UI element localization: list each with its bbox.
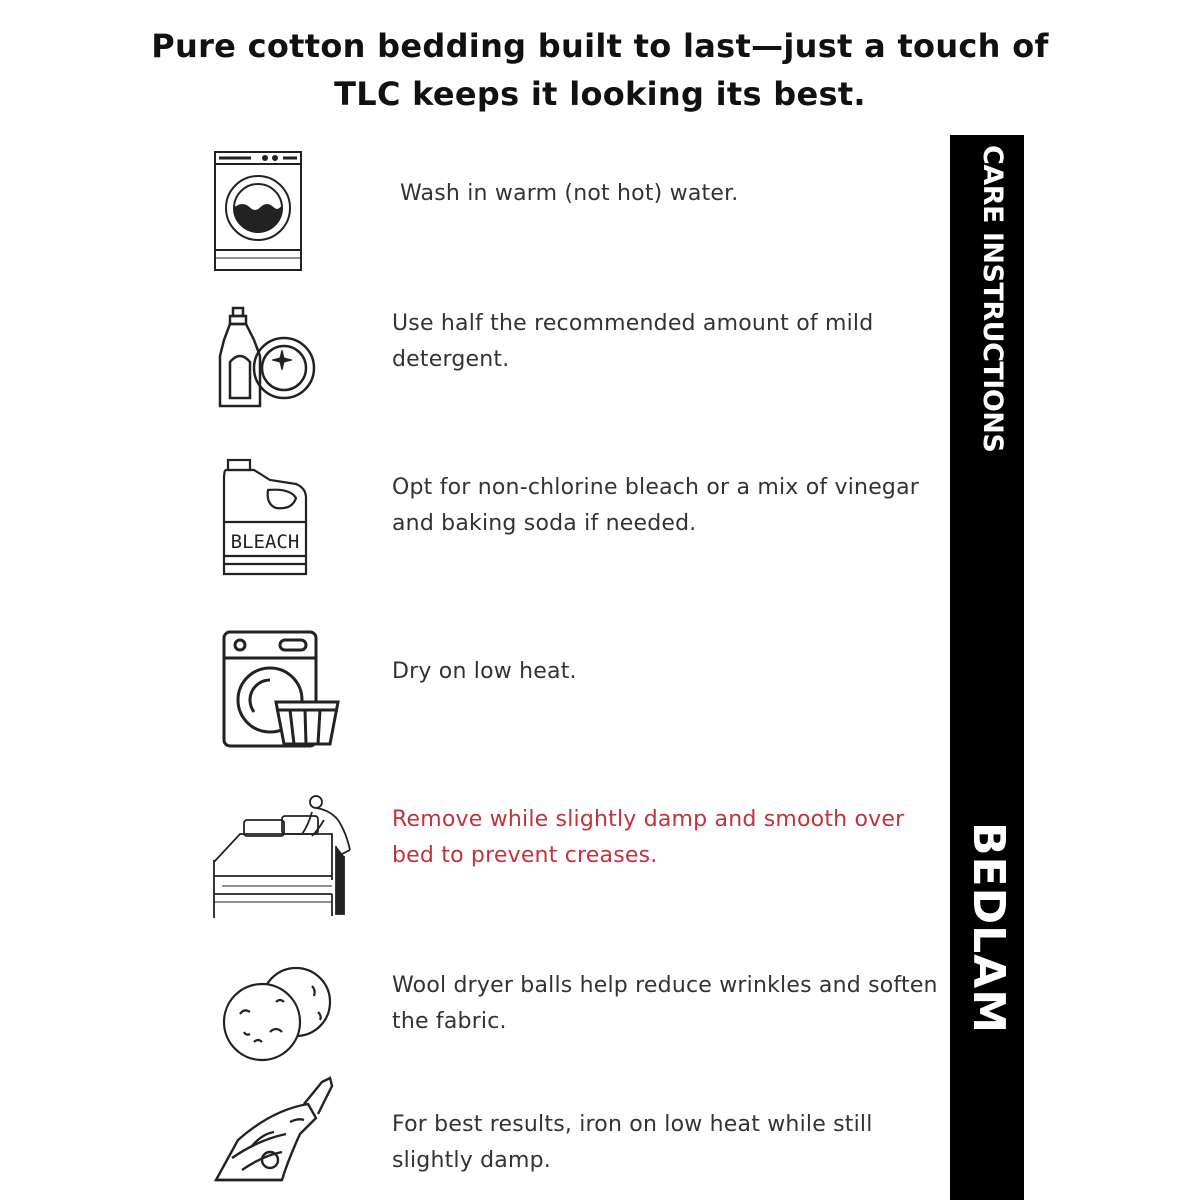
step-text: Dry on low heat. bbox=[392, 659, 577, 684]
detergent-dish-icon bbox=[218, 306, 318, 410]
step-text: Wool dryer balls help reduce wrinkles and soften the fabric. bbox=[392, 973, 938, 1034]
dryer-basket-icon bbox=[220, 628, 344, 750]
washing-machine-icon bbox=[213, 150, 305, 274]
bleach-jug-icon bbox=[220, 458, 312, 578]
headline-line-2: TLC keeps it looking its best. bbox=[334, 75, 866, 113]
step-text: Wash in warm (not hot) water. bbox=[400, 181, 739, 206]
brand-label: BEDLAM bbox=[963, 822, 1014, 1034]
step-text: Opt for non-chlorine bleach or a mix of vinegar and baking soda if needed. bbox=[392, 475, 920, 536]
step-text: Use half the recommended amount of mild detergent. bbox=[392, 311, 874, 372]
headline-line-1: Pure cotton bedding built to last—just a touch of bbox=[151, 27, 1049, 65]
steam-iron-icon bbox=[212, 1074, 340, 1186]
step-text-highlight: Remove while slightly damp and smooth over bed to prevent creases. bbox=[392, 807, 905, 868]
care-instructions-label: CARE INSTRUCTIONS bbox=[977, 145, 1008, 453]
step-text: For best results, iron on low heat while still slightly damp. bbox=[392, 1112, 873, 1173]
wool-dryer-balls-icon bbox=[220, 962, 336, 1062]
bleach-label: BLEACH bbox=[230, 531, 300, 553]
headline bbox=[100, 22, 1100, 118]
person-smoothing-bed-icon bbox=[212, 790, 362, 922]
